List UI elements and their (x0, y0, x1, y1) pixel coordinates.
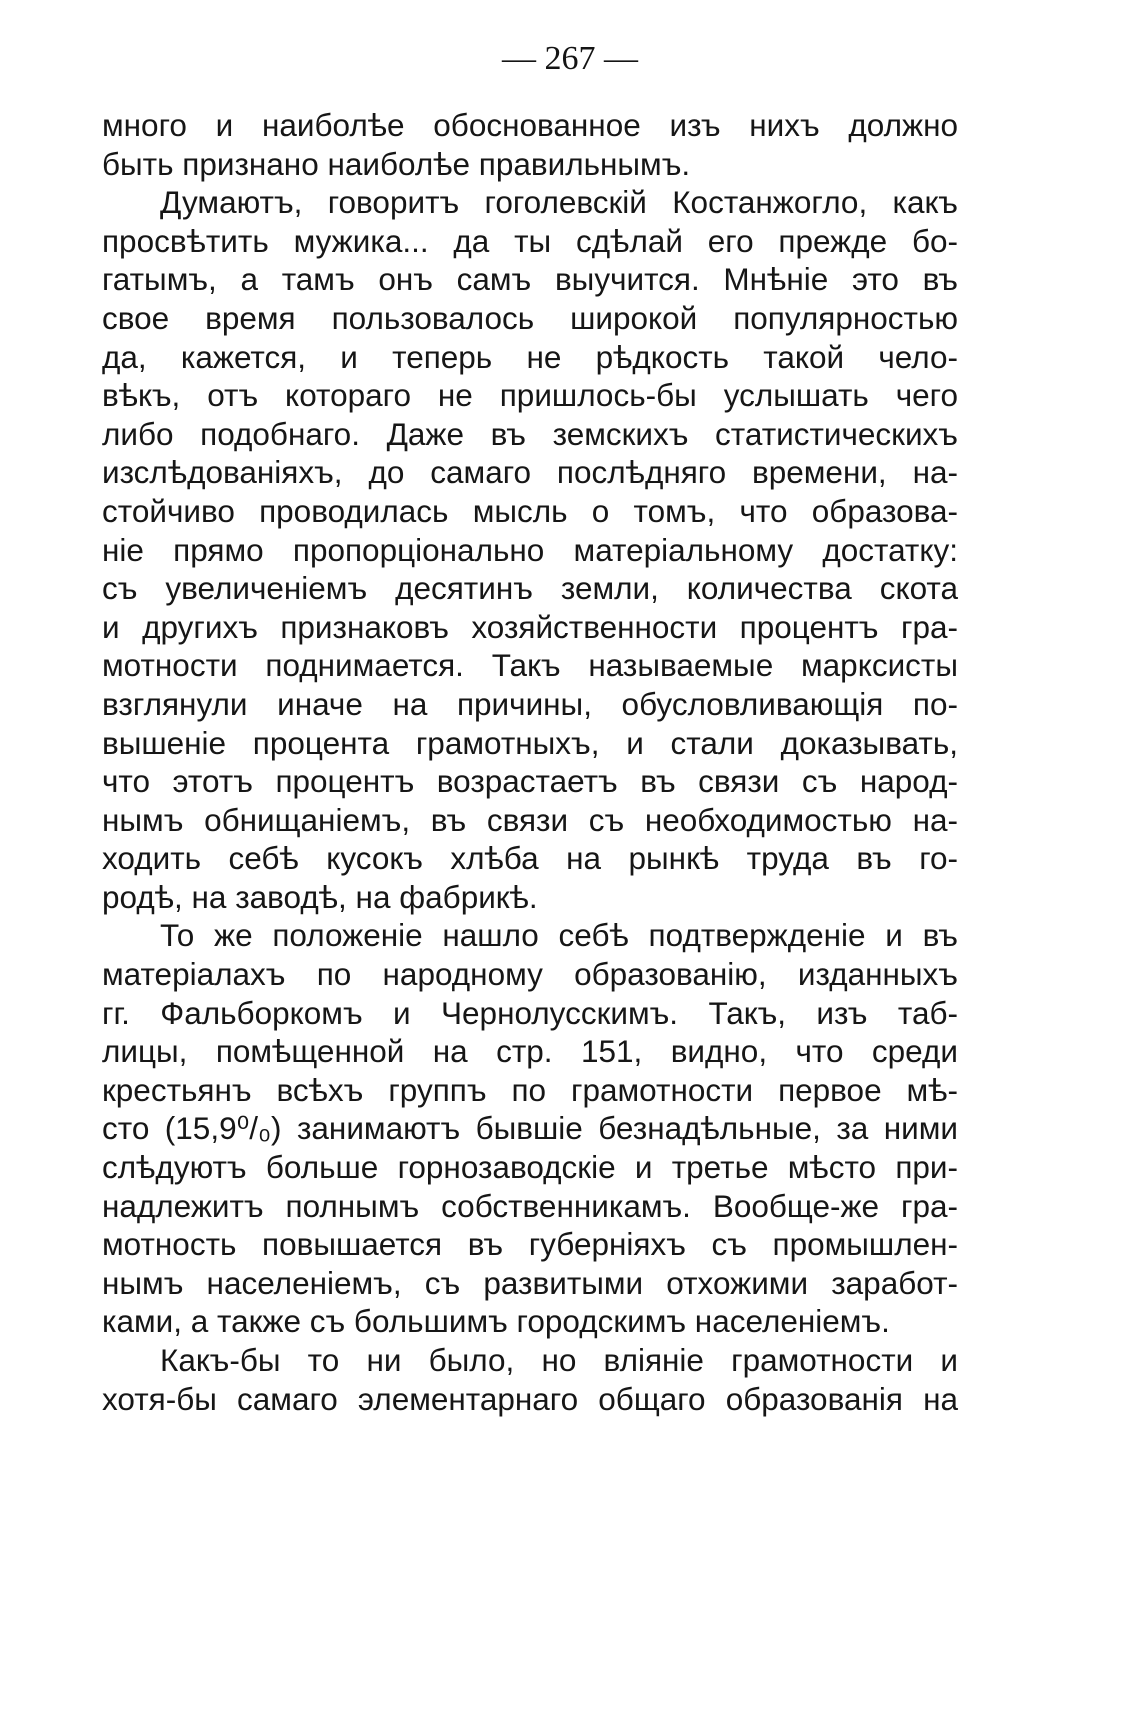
text-line: вѣкъ, отъ котораго не пришлось-бы услышать чего (102, 377, 958, 414)
paragraph-3 (102, 916, 958, 1341)
text-line: нымъ населеніемъ, съ развитыми отхожими заработ- (102, 1264, 958, 1301)
text-line: взглянули иначе на причины, обусловливающія по- (102, 685, 958, 722)
text-line: родѣ, на заводѣ, на фабрикѣ. (102, 878, 538, 915)
text-line: много и наиболѣе обоснованное изъ нихъ должно (102, 107, 958, 143)
text-line: мотности поднимается. Такъ называемые марксисты (102, 647, 958, 684)
text-line: ходить себѣ кусокъ хлѣба на рынкѣ труда въ го- (102, 840, 958, 877)
text-line: мотность повышается въ губерніяхъ съ промышлен- (102, 1226, 958, 1263)
text-line: То же положеніе нашло себѣ подтвержденіе и въ (160, 917, 958, 954)
text-line: вышеніе процента грамотныхъ, и стали доказывать, (102, 724, 958, 761)
text-line: да, кажется, и теперь не рѣдкость такой чело- (102, 338, 958, 375)
text-line: лицы, помѣщенной на стр. 151, видно, что среди (102, 1033, 958, 1070)
text-line: гг. Фальборкомъ и Чернолусскимъ. Такъ, изъ таб- (102, 994, 958, 1031)
text-line: Какъ-бы то ни было, но вліяніе грамотности и (160, 1342, 958, 1378)
text-line: крестьянъ всѣхъ группъ по грамотности первое мѣ- (102, 1071, 958, 1108)
paragraph-4 (102, 1341, 958, 1418)
text-line: стойчиво проводилась мысль о томъ, что образова- (102, 492, 958, 529)
text-line: надлежитъ полнымъ собственникамъ. Вообще-же гра- (102, 1187, 958, 1224)
text-line: хотя-бы самаго элементарнаго общаго образованія на (102, 1380, 958, 1417)
text-line: Думаютъ, говоритъ гоголевскій Костанжогло, какъ (160, 184, 958, 221)
text-line: матеріалахъ по народному образованію, изданныхъ (102, 956, 958, 993)
text-line: свое время пользовалось широкой популярностью (102, 299, 958, 336)
text-line: либо подобнаго. Даже въ земскихъ статистическихъ (102, 415, 958, 452)
text-line: слѣдуютъ больше горнозаводскіе и третье мѣсто при- (102, 1149, 958, 1186)
text-line: изслѣдованіяхъ, до самаго послѣдняго времени, на- (102, 454, 958, 491)
text-line: ками, а также съ большимъ городскимъ населеніемъ. (102, 1303, 890, 1340)
paragraph-2 (102, 183, 958, 916)
page-number: — 267 — (502, 40, 638, 77)
text-line: просвѣтить мужика... да ты сдѣлай его прежде бо- (102, 222, 958, 259)
text-line: что этотъ процентъ возрастаетъ въ связи съ народ- (102, 763, 958, 800)
page-body-text (102, 106, 958, 1418)
text-line: ніе прямо пропорціонально матеріальному достатку: (102, 531, 958, 568)
text-line: нымъ обнищаніемъ, въ связи съ необходимостью на- (102, 801, 958, 838)
text-line: съ увеличеніемъ десятинъ земли, количества скота (102, 570, 958, 607)
paragraph-1 (102, 106, 958, 183)
text-line: гатымъ, а тамъ онъ самъ выучится. Мнѣніе это въ (102, 261, 958, 298)
text-line: сто (15,9⁰/₀) занимаютъ бывшіе безнадѣльные, за ними (102, 1110, 958, 1147)
text-line: и другихъ признаковъ хозяйственности процентъ гра- (102, 608, 958, 645)
text-line: быть признано наиболѣе правильнымъ. (102, 145, 691, 182)
